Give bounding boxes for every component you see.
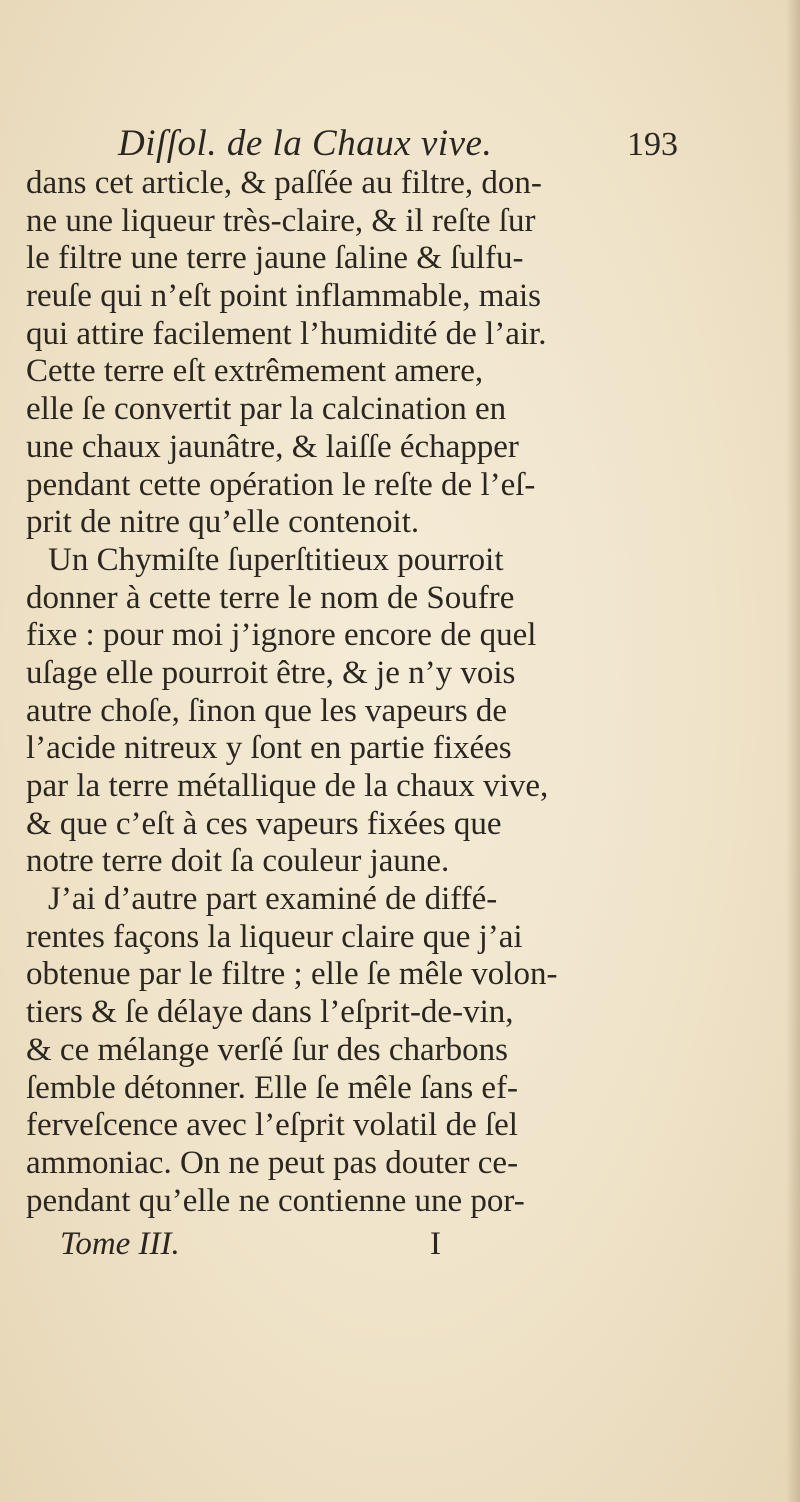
body-text: [26, 165, 794, 1220]
text-line: le filtre une terre jaune ſaline & ſulfu-: [26, 240, 524, 277]
text-line: dans cet article, & paſſée au filtre, don-: [26, 165, 542, 201]
volume-signature: Tome III.: [60, 1226, 180, 1262]
text-line: notre terre doit ſa couleur jaune.: [26, 843, 450, 880]
text-line: pendant qu’elle ne contienne une por-: [26, 1182, 525, 1219]
text-line: ammoniac. On ne peut pas douter ce-: [26, 1144, 519, 1181]
gathering-signature: I: [430, 1226, 441, 1262]
text-line: prit de nitre qu’elle contenoit.: [26, 504, 420, 541]
text-line: autre choſe, ſinon que les vapeurs de: [26, 692, 508, 729]
text-line: une chaux jaunâtre, & laiſſe échapper: [26, 428, 519, 465]
text-line: fixe : pour moi j’ignore encore de quel: [26, 617, 537, 654]
text-line: donner à cette terre le nom de Soufre: [26, 579, 515, 616]
text-line: rentes façons la liqueur claire que j’ai: [26, 918, 523, 955]
text-line: tiers & ſe délaye dans l’eſprit-de-vin,: [26, 994, 514, 1031]
text-line: uſage elle pourroit être, & je n’y vois: [26, 654, 516, 691]
text-line: par la terre métallique de la chaux vive,: [26, 768, 549, 804]
text-line: & que c’eſt à ces vapeurs fixées que: [26, 805, 502, 842]
text-line: elle ſe convertit par la calcination en: [26, 391, 507, 428]
running-head: Diſſol. de la Chaux vive.: [118, 123, 493, 164]
text-line: l’acide nitreux y ſont en partie fixées: [26, 730, 512, 767]
text-line: J’ai d’autre part examiné de diffé-: [48, 881, 498, 918]
text-line: qui attire facilement l’humidité de l’air.: [26, 315, 547, 352]
page-footer: [60, 1226, 480, 1270]
text-line: Cette terre eſt extrêmement amere,: [26, 353, 484, 390]
text-line: ne une liqueur très-claire, & il reſte ſur: [26, 202, 536, 239]
text-line: ſemble détonner. Elle ſe mêle ſans ef-: [26, 1069, 519, 1106]
page-number: 193: [627, 126, 678, 163]
text-line: Un Chymiſte ſuperſtitieux pourroit: [48, 541, 504, 578]
text-line: & ce mélange verſé ſur des charbons: [26, 1031, 508, 1068]
text-line: reuſe qui n’eſt point inflammable, mais: [26, 278, 542, 315]
text-line: obtenue par le filtre ; elle ſe mêle volon-: [26, 956, 558, 993]
text-line: ferveſcence avec l’eſprit volatil de ſel: [26, 1107, 518, 1144]
text-line: pendant cette opération le reſte de l’eſ-: [26, 466, 536, 503]
